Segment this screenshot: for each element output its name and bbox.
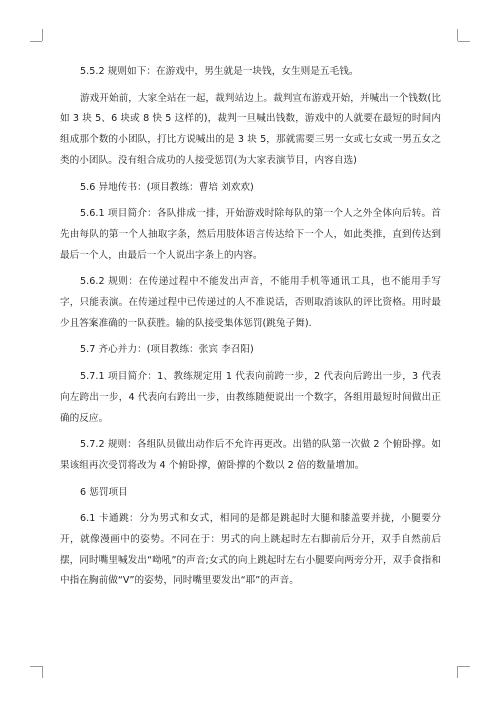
crop-mark-top-left-h (30, 41, 42, 42)
crop-mark-top-left-v (42, 29, 43, 41)
paragraph-5-6-2: 5.6.2 规则：在传递过程中不能发出声音，不能用手机等通讯工具，也不能用手写字，只能表演。在传递过程中已传递过的人不准说话，否则取消该队的评比资格。用时最少且答案准确的一队获胜。输的队接受集体惩罚(跳兔子舞). (60, 276, 441, 329)
paragraph-5-6-1: 5.6.1 项目简介：各队排成一排，开始游戏时除每队的第一个人之外全体向后转。首先由每队的第一个人抽取字条，然后用肢体语言传达给下一个人，如此类推，直到传达到最后一个人，由最后一个人说出字条上的内容。 (60, 208, 441, 261)
paragraph-rule-5-5-2: 5.5.2 规则如下：在游戏中，男生就是一块钱，女生则是五毛钱。 (80, 66, 359, 77)
heading-5-7: 5.7 齐心并力：(项目教练：张宾 李召阳) (80, 344, 254, 356)
crop-mark-top-right-v (457, 29, 458, 41)
crop-mark-bottom-left-h (30, 666, 42, 667)
heading-5-6: 5.6 异地传书：(项目教练：曹培 刘欢欢) (80, 181, 254, 193)
paragraph-5-7-1: 5.7.1 项目简介：1、教练规定用 1 代表向前跨一步，2 代表向后跨出一步，3 代表向左跨出一步，4 代表向右跨出一步，由教练随便说出一个数字，各组用最短时间做出正确的反应。 (60, 371, 441, 424)
paragraph-5-7-2: 5.7.2 规则：各组队员做出动作后不允许再更改。出错的队第一次做 2 个俯卧撑。如果该组再次受罚将改为 4 个俯卧撑，俯卧撑的个数以 2 倍的数量增加。 (60, 439, 441, 471)
document-body (60, 62, 441, 592)
paragraph-6-1: 6.1 卡通跳：分为男式和女式，相同的是都是跳起时大腿和膝盖要并拢，小腿要分开，就像漫画中的姿势。不同在于：男式的向上跳起时左右脚前后分开，双手自然前后摆，同时嘴里喊发出“呦吼”的声音;女式的向上跳起时左右小腿要向两旁分开，双手食指和中指在胸前做“V”的姿势，同时嘴里要发出“耶”的声音。 (60, 513, 441, 587)
crop-mark-bottom-right-h (458, 666, 470, 667)
heading-6: 6 惩罚项目 (80, 486, 128, 498)
crop-mark-bottom-left-v (42, 666, 43, 678)
crop-mark-top-right-h (458, 41, 470, 42)
paragraph-game-description: 游戏开始前，大家全站在一起，裁判站边上。裁判宣布游戏开始，并喊出一个钱数(比如 3 块 5、6 块或 8 快 5 这样的)，裁判一旦喊出钱数，游戏中的人就要在最短的时间内组成那个数的小团队，打比方说喊出的是 3 块 5，那就需要三男一女或七女或一男五女之类的小团队。没有组合成功的人接受惩罚(为大家表演节目，内容自选) (60, 92, 441, 166)
crop-mark-bottom-right-v (457, 666, 458, 678)
